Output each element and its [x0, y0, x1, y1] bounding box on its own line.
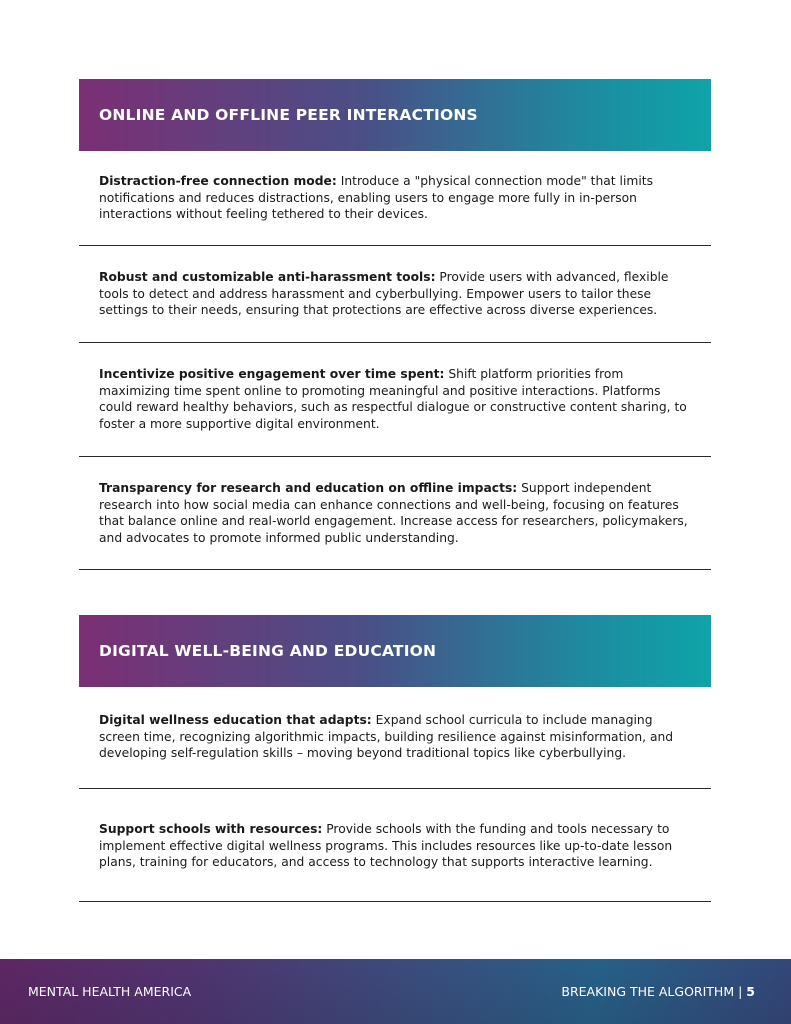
page-number: 5 — [746, 984, 755, 999]
section-banner — [79, 79, 711, 151]
footer-separator: | — [734, 984, 747, 999]
item-heading: Transparency for research and education on offline impacts: — [99, 481, 518, 495]
item-body: Shift platform priorities from maximizing time spent online to promoting meaningful and positive interactions. Platforms could reward healthy behaviors, such as respectful dialogue or constructive content sharing, to foster a more supportive digital environment. — [99, 367, 687, 431]
item-body: Provide schools with the funding and tools necessary to implement effective digital wellness programs. This includes resources like up-to-date lesson plans, training for educators, and access to technology that supports interactive learning. — [99, 822, 673, 869]
list-item — [79, 246, 711, 343]
section-title: DIGITAL WELL-BEING AND EDUCATION — [99, 642, 437, 660]
section-peer-interactions — [79, 79, 711, 570]
item-heading: Robust and customizable anti-harassment tools: — [99, 270, 436, 284]
footer-document-title — [561, 984, 755, 999]
item-text — [99, 712, 695, 762]
list-item — [79, 789, 711, 902]
item-text — [99, 173, 695, 223]
section-title: ONLINE AND OFFLINE PEER INTERACTIONS — [99, 106, 478, 124]
item-heading: Digital wellness education that adapts: — [99, 713, 372, 727]
footer-report-name: BREAKING THE ALGORITHM — [561, 984, 735, 999]
page-footer — [0, 959, 791, 1024]
item-heading: Support schools with resources: — [99, 822, 323, 836]
item-body: Support independent research into how social media can enhance connections and well-being, focusing on features that balance online and real-world engagement. Increase access for researchers, policymakers, and advocates to promote informed public understanding. — [99, 481, 688, 545]
section-banner — [79, 615, 711, 687]
footer-organization: MENTAL HEALTH AMERICA — [28, 984, 192, 999]
list-item — [79, 457, 711, 570]
item-heading: Incentivize positive engagement over time spent: — [99, 367, 445, 381]
list-item — [79, 343, 711, 457]
item-body: Expand school curricula to include managing screen time, recognizing algorithmic impacts, building resilience against misinformation, and developing self-regulation skills – moving beyond traditional topics like cyberbullying. — [99, 713, 674, 760]
item-text — [99, 366, 695, 432]
section-digital-wellbeing — [79, 615, 711, 902]
item-text — [99, 269, 695, 319]
list-item — [79, 687, 711, 789]
item-body: Introduce a "physical connection mode" that limits notifications and reduces distractions, enabling users to engage more fully in in-person interactions without feeling tethered to their devices. — [99, 174, 653, 221]
item-text — [99, 480, 695, 546]
item-heading: Distraction-free connection mode: — [99, 174, 337, 188]
item-text — [99, 821, 695, 871]
item-body: Provide users with advanced, flexible tools to detect and address harassment and cyberbullying. Empower users to tailor these settings to their needs, ensuring that protections are effective across diverse experiences. — [99, 270, 669, 317]
list-item — [79, 151, 711, 246]
